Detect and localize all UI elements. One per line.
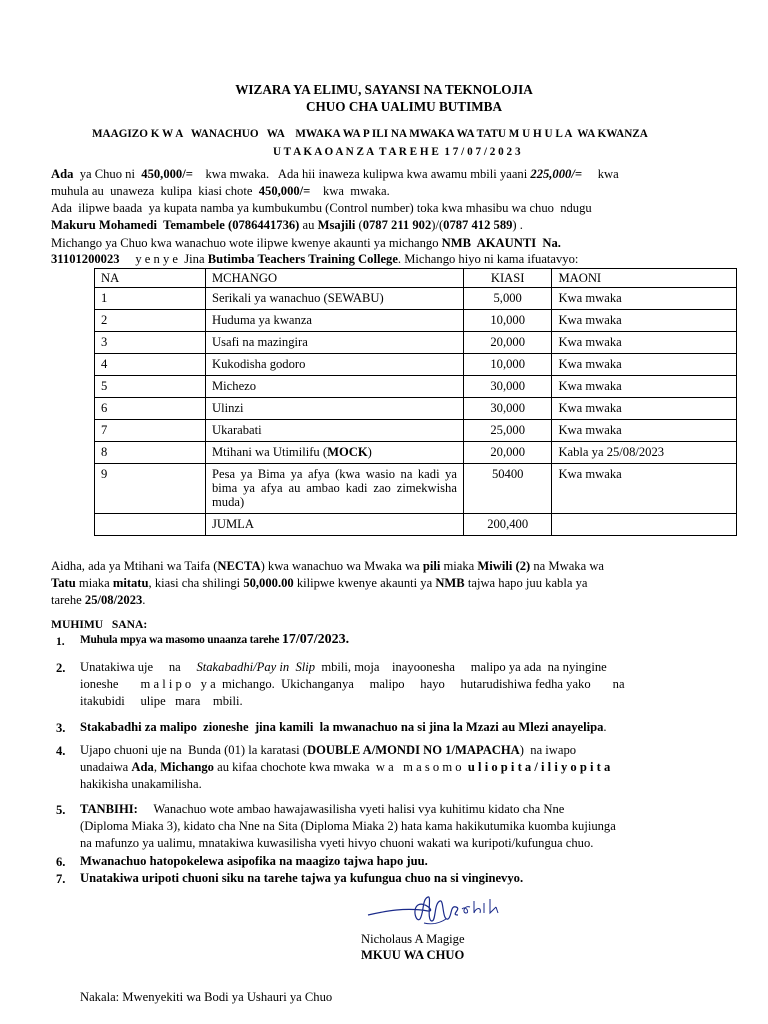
mock-text-c: ) xyxy=(367,445,372,459)
table-row xyxy=(95,442,737,464)
item-5-line-2: (Diploma Miaka 3), kidato cha Nne na Sita (Diploma Miaka 2) hata kama hakikutumika kuomba kujiunga xyxy=(80,819,616,833)
cell-mchango xyxy=(205,442,463,464)
account-text-2: . Michango hiyo ni kama ifuatavyo: xyxy=(397,252,579,266)
registrar-phone-1: 0787 211 902 xyxy=(362,218,432,232)
fee-text-4: muhula au unaweza kulipa kiasi chote xyxy=(51,184,259,198)
account-line-1 xyxy=(51,236,561,251)
contributions-table xyxy=(94,268,737,536)
list-item: Unatakiwa uripoti chuoni siku na tarehe tajwa ya kufungua chuo na si vinginevyo. xyxy=(80,871,524,885)
list-number: 3. xyxy=(56,721,66,735)
nmb-label: NMB xyxy=(435,576,465,590)
signatory-title: MKUU WA CHUO xyxy=(361,948,465,962)
necta-text-10: . xyxy=(142,593,146,607)
fee-text: ya Chuo ni xyxy=(73,167,142,181)
cell-kiasi: 50400 xyxy=(463,464,552,514)
item-4-text-2: ) na iwapo xyxy=(519,743,577,757)
necta-text: Aidha, ada ya Mtihani wa Taifa ( xyxy=(51,559,218,573)
signatory-name: Nicholaus A Magige xyxy=(361,932,465,946)
cell-na: 7 xyxy=(95,420,206,442)
item-3-text: Stakabadhi za malipo zioneshe jina kamili la mwanachuo na si jina la Mzazi au Mlezi anayelipa xyxy=(80,720,604,734)
cell-kiasi: 30,000 xyxy=(463,376,552,398)
table-row xyxy=(95,288,737,310)
registrar-label: Msajili xyxy=(317,218,356,232)
table-row xyxy=(95,398,737,420)
list-item xyxy=(80,743,693,792)
item-5-text: Wanachuo wote ambao hawajawasilisha vyeti halisi vya kuhitimu kidato cha Nne xyxy=(137,802,565,816)
cell-maoni: Kwa mwaka xyxy=(552,288,737,310)
cell-na: 9 xyxy=(95,464,206,514)
item-4-text: Ujapo chuoni uje na Bunda (01) la karatasi ( xyxy=(80,743,307,757)
table-row xyxy=(95,420,737,442)
item-5-line-1 xyxy=(80,802,693,817)
necta-label: NECTA xyxy=(217,559,261,573)
ministry-title: WIZARA YA ELIMU, SAYANSI NA TEKNOLOJIA xyxy=(235,82,533,97)
fee-label: Ada xyxy=(51,167,74,181)
necta-text-7: kilipwe kwenye akaunti ya xyxy=(293,576,436,590)
fee-paragraph-line-1 xyxy=(51,167,694,182)
cell-na: 1 xyxy=(95,288,206,310)
tanbihi-label: TANBIHI: xyxy=(80,802,138,816)
item-2-line-1 xyxy=(80,660,693,675)
necta-text-3: miaka xyxy=(440,559,478,573)
item-5-line-3: na mafunzo ya ualimu, mnatakiwa kuwasilisha vyeti hivyo chuoni wakati wa kuripoti/kufungua chuo. xyxy=(80,836,594,850)
necta-text-5: miaka xyxy=(75,576,113,590)
account-number: 31101200023 xyxy=(51,252,120,266)
list-item: Mwanachuo hatopokelewa asipofika na maagizo tajwa hapo juu. xyxy=(80,854,428,868)
cell-mchango: Usafi na mazingira xyxy=(205,332,463,354)
item-4-line-1 xyxy=(80,743,693,758)
installment-amount: 225,000/= xyxy=(530,167,582,181)
paper-type: DOUBLE A/MONDI NO 1/MAPACHA xyxy=(306,743,520,757)
account-text: Michango ya Chuo kwa wanachuo wote ilipwe kwenye akaunti ya michango xyxy=(51,236,442,250)
signature-image xyxy=(366,893,506,929)
fee-amount-full: 450,000/= xyxy=(258,184,311,198)
cell-maoni: Kwa mwaka xyxy=(552,354,737,376)
cell-kiasi: 20,000 xyxy=(463,442,552,464)
item-4-line-3: hakikisha unakamilisha. xyxy=(80,777,202,791)
item-4-comma: , xyxy=(153,760,161,774)
list-item xyxy=(80,720,693,735)
college-title: CHUO CHA UALIMU BUTIMBA xyxy=(306,99,502,114)
accountant-contact: Makuru Mohamedi Temambele (0786441736) xyxy=(51,218,300,232)
list-number: 5. xyxy=(56,803,66,817)
item-2-line-3: itakubidi ulipe mara mbili. xyxy=(80,694,243,708)
cell-kiasi: 5,000 xyxy=(463,288,552,310)
list-item xyxy=(80,802,693,851)
item-4-text-3: unadaiwa xyxy=(80,760,132,774)
cell-kiasi: 30,000 xyxy=(463,398,552,420)
fee-text-2: kwa mwaka. Ada hii inaweza kulipwa kwa awamu mbili yaani xyxy=(192,167,531,181)
total-label: JUMLA xyxy=(205,514,463,536)
table-row xyxy=(95,310,737,332)
cell-maoni: Kwa mwaka xyxy=(552,376,737,398)
account-line-2 xyxy=(51,252,578,267)
mock-text-a: Mtihani wa Utimilifu ( xyxy=(211,445,328,459)
cell-mchango: Ukarabati xyxy=(205,420,463,442)
cell-maoni: Kwa mwaka xyxy=(552,332,737,354)
paren-close: ) . xyxy=(512,218,523,232)
fee-paragraph-line-2 xyxy=(51,184,390,199)
cell-empty xyxy=(552,514,737,536)
necta-text-9: tarehe xyxy=(51,593,85,607)
cell-na: 4 xyxy=(95,354,206,376)
cell-mchango: Pesa ya Bima ya afya (kwa wasio na kadi ya bima ya afya au ambao kadi zao zimekwisha muda) xyxy=(205,464,463,514)
control-number-line-2 xyxy=(51,218,523,233)
cell-mchango: Ulinzi xyxy=(205,398,463,420)
copy-to: Nakala: Mwenyekiti wa Bodi ya Ushauri ya Chuo xyxy=(80,990,333,1004)
cell-maoni: Kwa mwaka xyxy=(552,464,737,514)
necta-text-4: na Mwaka wa xyxy=(530,559,605,573)
cell-na: 6 xyxy=(95,398,206,420)
cell-maoni: Kwa mwaka xyxy=(552,310,737,332)
cell-mchango: Serikali ya wanachuo (SEWABU) xyxy=(205,288,463,310)
necta-text-6: , kiasi cha shilingi xyxy=(148,576,244,590)
account-name: Butimba Teachers Training College xyxy=(207,252,398,266)
item-2-text-2: mbili, moja inayoonesha malipo ya ada na nyingine xyxy=(315,660,607,674)
cell-maoni: Kabla ya 25/08/2023 xyxy=(552,442,737,464)
table-header-row xyxy=(95,269,737,288)
header-maoni: MAONI xyxy=(552,269,737,288)
important-heading: MUHIMU SANA: xyxy=(51,618,148,631)
account-bank: NMB AKAUNTI Na. xyxy=(441,236,561,250)
necta-text-8: tajwa hapo juu kabla ya xyxy=(464,576,588,590)
registrar-phone-2: 0787 412 589 xyxy=(443,218,513,232)
item-4-line-2 xyxy=(80,760,693,775)
total-value: 200,400 xyxy=(463,514,552,536)
table-total-row xyxy=(95,514,737,536)
list-number: 1. xyxy=(56,635,65,648)
list-item xyxy=(80,632,693,648)
account-name-label: y e n y e Jina xyxy=(119,252,208,266)
necta-amount: 50,000.00 xyxy=(243,576,294,590)
necta-text-2: ) kwa wanachuo wa Mwaka wa xyxy=(260,559,423,573)
header-na: NA xyxy=(95,269,206,288)
table-row xyxy=(95,354,737,376)
second-year: pili xyxy=(422,559,441,573)
mock-label: MOCK xyxy=(327,445,368,459)
cell-kiasi: 10,000 xyxy=(463,310,552,332)
necta-line-1 xyxy=(51,559,604,574)
cell-empty xyxy=(95,514,206,536)
subject-line-2: U T A K A O A N Z A T A R E H E 1 7 / 0 7 / 2 0 2 3 xyxy=(273,146,521,158)
item-4-text-4: au kifaa chochote kwa mwaka w a m a s o m o xyxy=(213,760,468,774)
cell-na: 8 xyxy=(95,442,206,464)
fee-text-3: kwa xyxy=(582,167,619,181)
or-text: au xyxy=(299,218,318,232)
item-2-text: Unatakiwa uje na xyxy=(80,660,197,674)
paren-open: ( xyxy=(355,218,363,232)
table-row xyxy=(95,376,737,398)
item-3-period: . xyxy=(603,720,607,734)
third-year: Tatu xyxy=(51,576,76,590)
subject-line-1: MAAGIZO K W A WANACHUO WA MWAKA WA P ILI NA MWAKA WA TATU M U H U L A WA KWANZA xyxy=(92,128,648,140)
table-row xyxy=(95,464,737,514)
previous-year: u l i o p i t a / i l i y o p i t a xyxy=(467,760,611,774)
item-1-date: 17/07/2023. xyxy=(281,632,350,647)
header-kiasi: KIASI xyxy=(463,269,552,288)
cell-kiasi: 20,000 xyxy=(463,332,552,354)
cell-mchango: Huduma ya kwanza xyxy=(205,310,463,332)
cell-na: 3 xyxy=(95,332,206,354)
cell-kiasi: 10,000 xyxy=(463,354,552,376)
control-number-line-1: Ada ilipwe baada ya kupata namba ya kumbukumbu (Control number) toka kwa mhasibu wa chuo ndugu xyxy=(51,201,592,215)
header-mchango: MCHANGO xyxy=(205,269,463,288)
fee-text-5: kwa mwaka. xyxy=(310,184,390,198)
list-number: 2. xyxy=(56,661,66,675)
list-number: 7. xyxy=(56,872,66,886)
necta-deadline: 25/08/2023 xyxy=(84,593,143,607)
cell-na: 5 xyxy=(95,376,206,398)
michango-label: Michango xyxy=(160,760,214,774)
cell-maoni: Kwa mwaka xyxy=(552,398,737,420)
list-item xyxy=(80,660,693,709)
cell-mchango: Kukodisha godoro xyxy=(205,354,463,376)
paren-sep: )/( xyxy=(431,218,444,232)
necta-line-2 xyxy=(51,576,587,591)
ada-label: Ada xyxy=(131,760,154,774)
cell-maoni: Kwa mwaka xyxy=(552,420,737,442)
three-years: mitatu xyxy=(112,576,149,590)
list-number: 4. xyxy=(56,744,66,758)
cell-na: 2 xyxy=(95,310,206,332)
necta-line-3 xyxy=(51,593,145,608)
table-row xyxy=(95,332,737,354)
two-years: Miwili (2) xyxy=(477,559,531,573)
pay-in-slip: Stakabadhi/Pay in Slip xyxy=(196,660,316,674)
cell-mchango: Michezo xyxy=(205,376,463,398)
list-number: 6. xyxy=(56,855,66,869)
item-1-text: Muhula mpya wa masomo unaanza tarehe xyxy=(80,634,282,646)
fee-amount: 450,000/= xyxy=(141,167,193,181)
item-2-line-2: ioneshe m a l i p o y a michango. Ukichanganya malipo hayo hutarudishiwa fedha yako na xyxy=(80,677,625,691)
cell-kiasi: 25,000 xyxy=(463,420,552,442)
